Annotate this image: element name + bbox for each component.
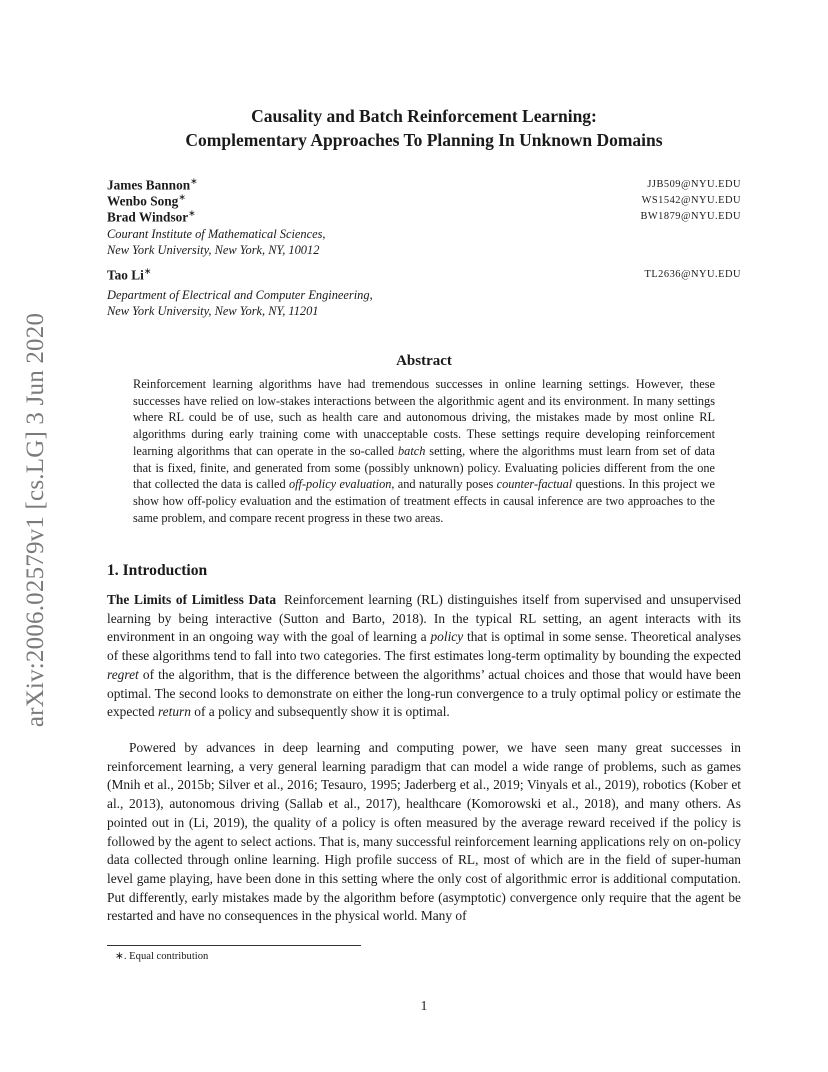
paragraph: Powered by advances in deep learning and computing power, we have seen many great successes in reinforcement learning, a very general learning paradigm that can model a wide range of problems, such as games (Mnih et al., 2015b; Silver et al., 2016; Tesauro, 1995; Jaderberg et al., 2019; Vinyals et al., 2019), robotics (Kober et al., 2013), autonomous driving (Sallab et al., 2017), healthcare (Komorowski et al., 2018), and many others. As pointed out in (Li, 2019), the quality of a policy is often measured by the average reward received if the policy is followed by the agent to select actions. That is, many successful reinforcement learning applications rely on on-policy data collected through online learning. High profile success of RL, most of which are in the field of super-human level game playing, have been done in this setting where the only cost of algorithmic error is additional computation. Put differently, early mistakes made by the algorithm before (asymptotic) convergence only require that the agent be restarted and have no consequences in the physical world. Many of — [107, 740, 741, 924]
author-email[interactable]: WS1542@NYU.EDU — [641, 195, 741, 206]
affiliation-line: Department of Electrical and Computer Engineering, — [107, 288, 373, 302]
author-name: James Bannon∗ — [107, 176, 198, 193]
page-number: 1 — [420, 998, 428, 1013]
run-in-heading: The Limits of Limitless Data — [107, 592, 277, 607]
author-name: Brad Windsor∗ — [107, 208, 196, 225]
affiliation-line: Courant Institute of Mathematical Sciences, — [107, 227, 326, 241]
author-email[interactable]: BW1879@NYU.EDU — [640, 211, 741, 222]
abstract-text: Reinforcement learning algorithms have had tremendous successes in online learning settings. However, these successes have relied on low-stakes interactions between the algorithmic agent and its environment. In many settings where RL could be of use, such as health care and autonomous driving, the mistakes made by most online RL algorithms during early training come with unacceptable costs. These settings require developing reinforcement learning algorithms that can operate in the so-called batch setting, where the algorithms must learn from set of data that is fixed, finite, and generated from some (possibly unknown) policy. Evaluating policies different from the one that collected the data is called off-policy evaluation, and naturally poses counter-factual questions. In this project we show how off-policy evaluation and the estimation of treatment effects in causal inference are two approaches to the same problem, and compare recent progress in these two areas. — [133, 377, 716, 525]
arxiv-identifier: arXiv:2006.02579v1 [cs.LG] 3 Jun 2020 — [22, 312, 50, 728]
section-heading: 1. Introduction — [107, 562, 208, 579]
title-line-1: Causality and Batch Reinforcement Learning: — [251, 106, 597, 126]
author-email[interactable]: JJB509@NYU.EDU — [647, 179, 741, 190]
paragraph: The Limits of Limitless Data Reinforcement learning (RL) distinguishes itself from supervised and unsupervised learning by being interactive (Sutton and Barto, 2018). In the typical RL setting, an agent interacts with its environment in an ongoing way with the goal of learning a policy that is optimal in some sense. Theoretical analyses of these algorithms tend to fall into two categories. The first estimates long-term optimality by bounding the expected regret of the algorithm, that is the difference between the algorithms’ actual choices and those that would have been optimal. The second looks to demonstrate on either the long-run convergence to a truly optimal policy or estimate the expected return of a policy and subsequently show it is optimal. — [107, 592, 741, 720]
title-line-2: Complementary Approaches To Planning In Unknown Domains — [185, 130, 663, 150]
paper-title — [90, 104, 758, 152]
author-name: Tao Li∗ — [107, 266, 152, 283]
abstract-heading: Abstract — [396, 353, 452, 369]
footnote: ∗. Equal contribution — [115, 951, 209, 962]
author-name: Wenbo Song∗ — [107, 192, 186, 209]
author-email[interactable]: TL2636@NYU.EDU — [644, 269, 741, 280]
affiliation-line: New York University, New York, NY, 10012 — [107, 243, 320, 257]
affiliation-line: New York University, New York, NY, 11201 — [107, 304, 319, 318]
footnote-rule — [107, 945, 361, 946]
